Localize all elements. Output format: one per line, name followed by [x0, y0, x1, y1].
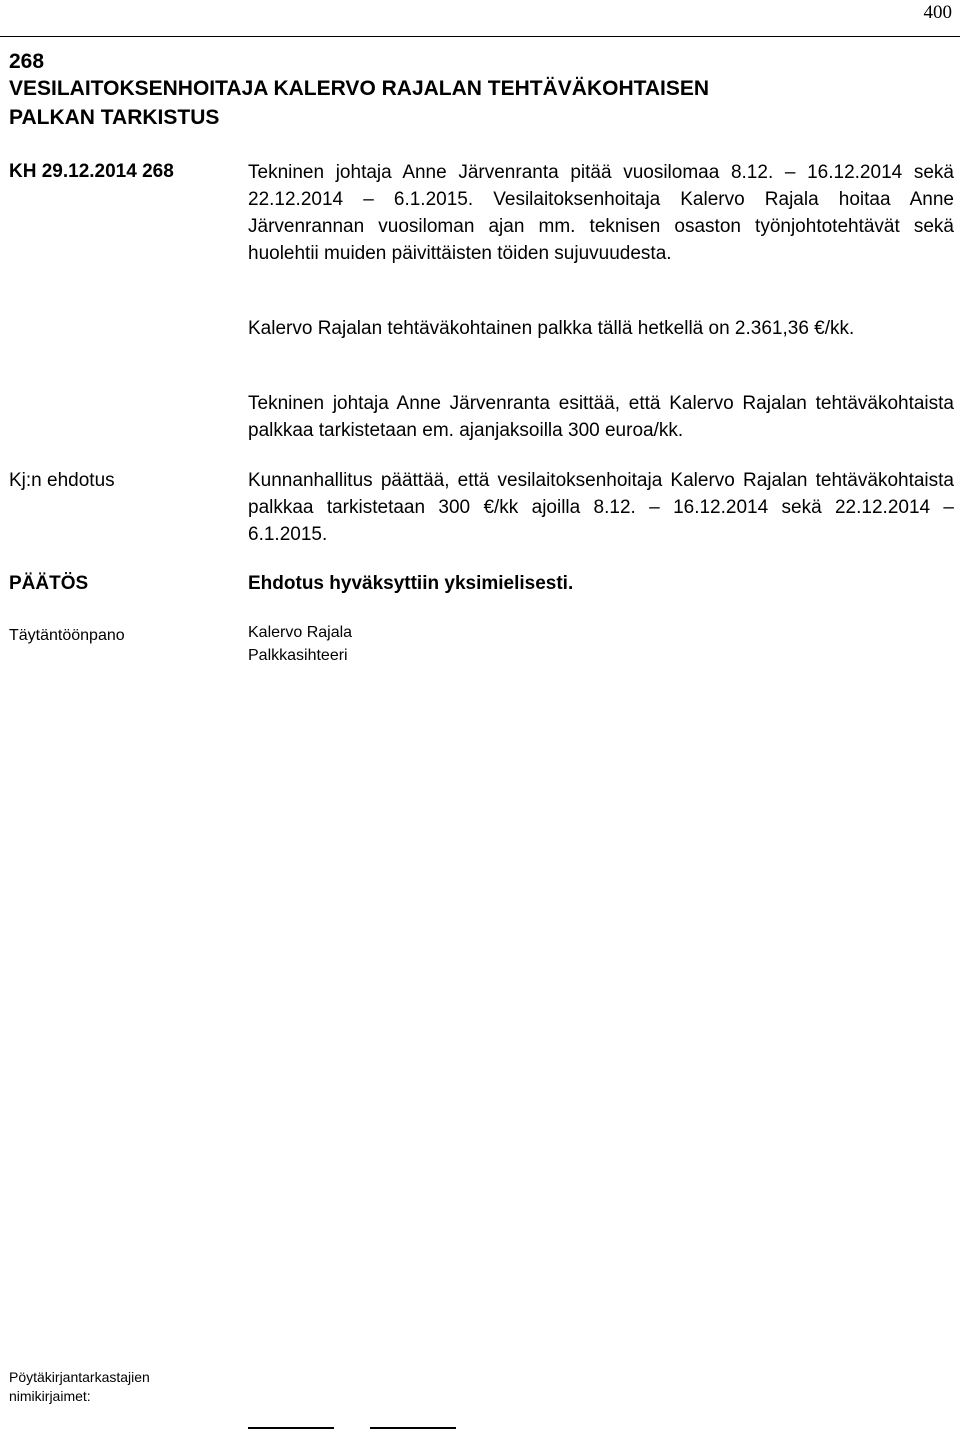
execution-recipient-2: Palkkasihteeri — [248, 647, 348, 664]
section-title-line-1: VESILAITOKSENHOITAJA KALERVO RAJALAN TEHTÄVÄKOHTAISEN — [9, 77, 710, 100]
signature-line-2 — [370, 1427, 456, 1429]
meeting-reference: KH 29.12.2014 268 — [9, 161, 174, 182]
preparation-paragraph-2: Kalervo Rajalan tehtäväkohtainen palkka tällä hetkellä on 2.361,36 €/kk. — [248, 318, 855, 339]
proposal-label: Kj:n ehdotus — [9, 470, 115, 491]
section-number: 268 — [9, 50, 45, 73]
signature-line-1 — [248, 1427, 334, 1429]
preparation-paragraph-1: Tekninen johtaja Anne Järvenranta pitää vuosilomaa 8.12. – 16.12.2014 sekä 22.12.2014 – 6.1.2015. Vesilaitoksenhoitaja Kalervo Rajala hoitaa Anne Järvenrannan vuosiloman ajan mm. teknisen osaston työnjohtotehtävät sekä huolehtii muiden päivittäisten töiden sujuvuudesta. — [248, 162, 954, 264]
execution-recipient-1: Kalervo Rajala — [248, 624, 353, 641]
signature-initials-label: Pöytäkirjantarkastajien nimikirjaimet: — [9, 1369, 150, 1404]
decision-text: Ehdotus hyväksyttiin yksimielisesti. — [248, 573, 574, 594]
header-rule — [0, 36, 960, 37]
section-title-line-2: PALKAN TARKISTUS — [9, 106, 220, 129]
proposal-text: Kunnanhallitus päättää, että vesilaitoksenhoitaja Kalervo Rajalan tehtäväkohtaista palkkaa tarkistetaan 300 €/kk ajoilla 8.12. – 16.12.2014 sekä 22.12.2014 – 6.1.2015. — [248, 470, 954, 545]
page-number: 400 — [923, 2, 952, 23]
decision-label: PÄÄTÖS — [9, 573, 89, 594]
execution-label: Täytäntöönpano — [9, 627, 125, 644]
preparation-paragraph-3: Tekninen johtaja Anne Järvenranta esittää, että Kalervo Rajalan tehtäväkohtaista palkkaa tarkistetaan em. ajanjaksoilla 300 euroa/kk. — [248, 393, 954, 441]
